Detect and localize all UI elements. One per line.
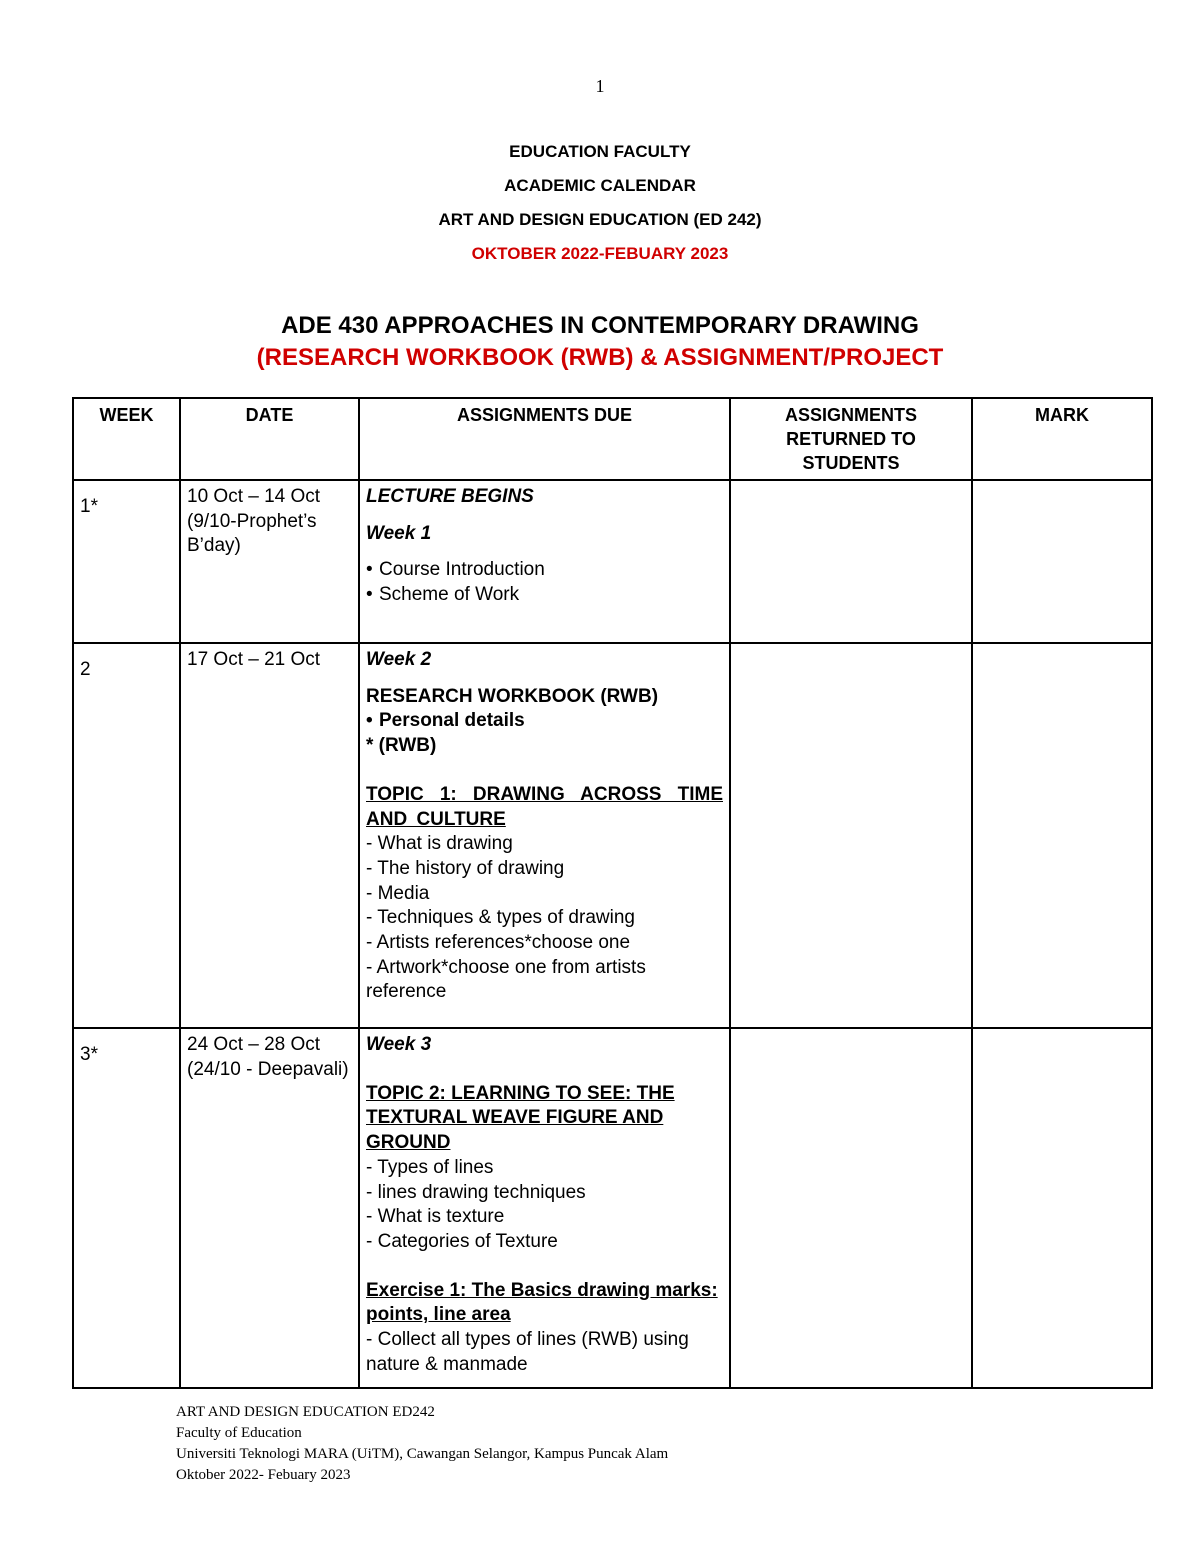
course-subtitle: (RESEARCH WORKBOOK (RWB) & ASSIGNMENT/PROJECT [256, 344, 944, 371]
header-date: DATE [180, 398, 359, 480]
page-number: 1 [595, 76, 605, 96]
topic-item: - Types of lines [366, 1156, 494, 1178]
table-row [73, 643, 1152, 1028]
header-assignments-due: ASSIGNMENTS DUE [359, 398, 730, 480]
mark-cell [972, 643, 1152, 1028]
header-mark: MARK [972, 398, 1152, 480]
returned-cell [730, 1028, 972, 1388]
date-cell: 17 Oct – 21 Oct [180, 643, 359, 1028]
assignments-due-cell [359, 643, 730, 1028]
exercise-heading: Exercise 1: The Basics drawing marks: points, line area [366, 1279, 718, 1326]
footer-faculty: Faculty of Education [176, 1425, 302, 1441]
returned-cell [730, 643, 972, 1028]
calendar-heading: ACADEMIC CALENDAR [504, 176, 696, 195]
week-cell: 3* [73, 1028, 180, 1388]
lecture-begins-label: LECTURE BEGINS [366, 486, 534, 507]
exercise-item: - Collect all types of lines (RWB) using nature & manmade [366, 1329, 689, 1375]
list-item: • Scheme of Work [366, 583, 723, 608]
bullet-list [366, 709, 723, 734]
topic-heading: TOPIC 2: LEARNING TO SEE: THE TEXTURAL WEAVE FIGURE AND GROUND [366, 1082, 675, 1154]
week-cell: 1* [73, 480, 180, 643]
topic-item: - Artwork*choose one from artists reference [366, 956, 646, 1003]
list-item: • Personal details [366, 709, 723, 734]
document-header [0, 142, 1200, 278]
returned-cell [730, 480, 972, 643]
topic-heading: TOPIC 1: DRAWING ACROSS TIME AND CULTURE [366, 783, 723, 830]
calendar-table [72, 397, 1153, 1389]
mark-cell [972, 480, 1152, 643]
semester-heading: OKTOBER 2022-FEBUARY 2023 [471, 244, 729, 263]
rwb-note: * (RWB) [366, 735, 437, 757]
topic-item: - Media [366, 882, 430, 904]
bullet-list [366, 558, 723, 607]
table-row [73, 480, 1152, 643]
page-footer [176, 1402, 668, 1486]
footer-university: Universiti Teknologi MARA (UiTM), Cawangan Selangor, Kampus Puncak Alam [176, 1446, 669, 1462]
topic-item: - Artists references*choose one [366, 932, 631, 954]
topic-item: - What is texture [366, 1206, 505, 1228]
list-item: • Course Introduction [366, 558, 723, 583]
week-label: Week 1 [366, 522, 432, 544]
mark-cell [972, 1028, 1152, 1388]
assignments-due-cell [359, 1028, 730, 1388]
footer-program: ART AND DESIGN EDUCATION ED242 [176, 1404, 435, 1420]
header-assignments-returned: ASSIGNMENTS RETURNED TO STUDENTS [730, 398, 972, 480]
topic-item: - What is drawing [366, 833, 513, 855]
footer-semester: Oktober 2022- Febuary 2023 [176, 1467, 351, 1483]
table-row [73, 1028, 1152, 1388]
topic-item: - lines drawing techniques [366, 1181, 586, 1203]
topic-item: - The history of drawing [366, 857, 565, 879]
table-header-row [73, 398, 1152, 480]
week-cell: 2 [73, 643, 180, 1028]
assignments-due-cell [359, 480, 730, 643]
date-cell: 24 Oct – 28 Oct (24/10 - Deepavali) [180, 1028, 359, 1388]
week-label: Week 2 [366, 649, 432, 670]
topic-item: - Categories of Texture [366, 1230, 558, 1252]
program-heading: ART AND DESIGN EDUCATION (ED 242) [438, 210, 762, 229]
faculty-heading: EDUCATION FACULTY [509, 142, 691, 161]
date-cell: 10 Oct – 14 Oct (9/10-Prophet’s B’day) [180, 480, 359, 643]
rwb-heading: RESEARCH WORKBOOK (RWB) [366, 685, 659, 707]
topic-item: - Techniques & types of drawing [366, 907, 635, 929]
course-title: ADE 430 APPROACHES IN CONTEMPORARY DRAWING [281, 312, 919, 339]
week-label: Week 3 [366, 1034, 432, 1055]
header-week: WEEK [73, 398, 180, 480]
